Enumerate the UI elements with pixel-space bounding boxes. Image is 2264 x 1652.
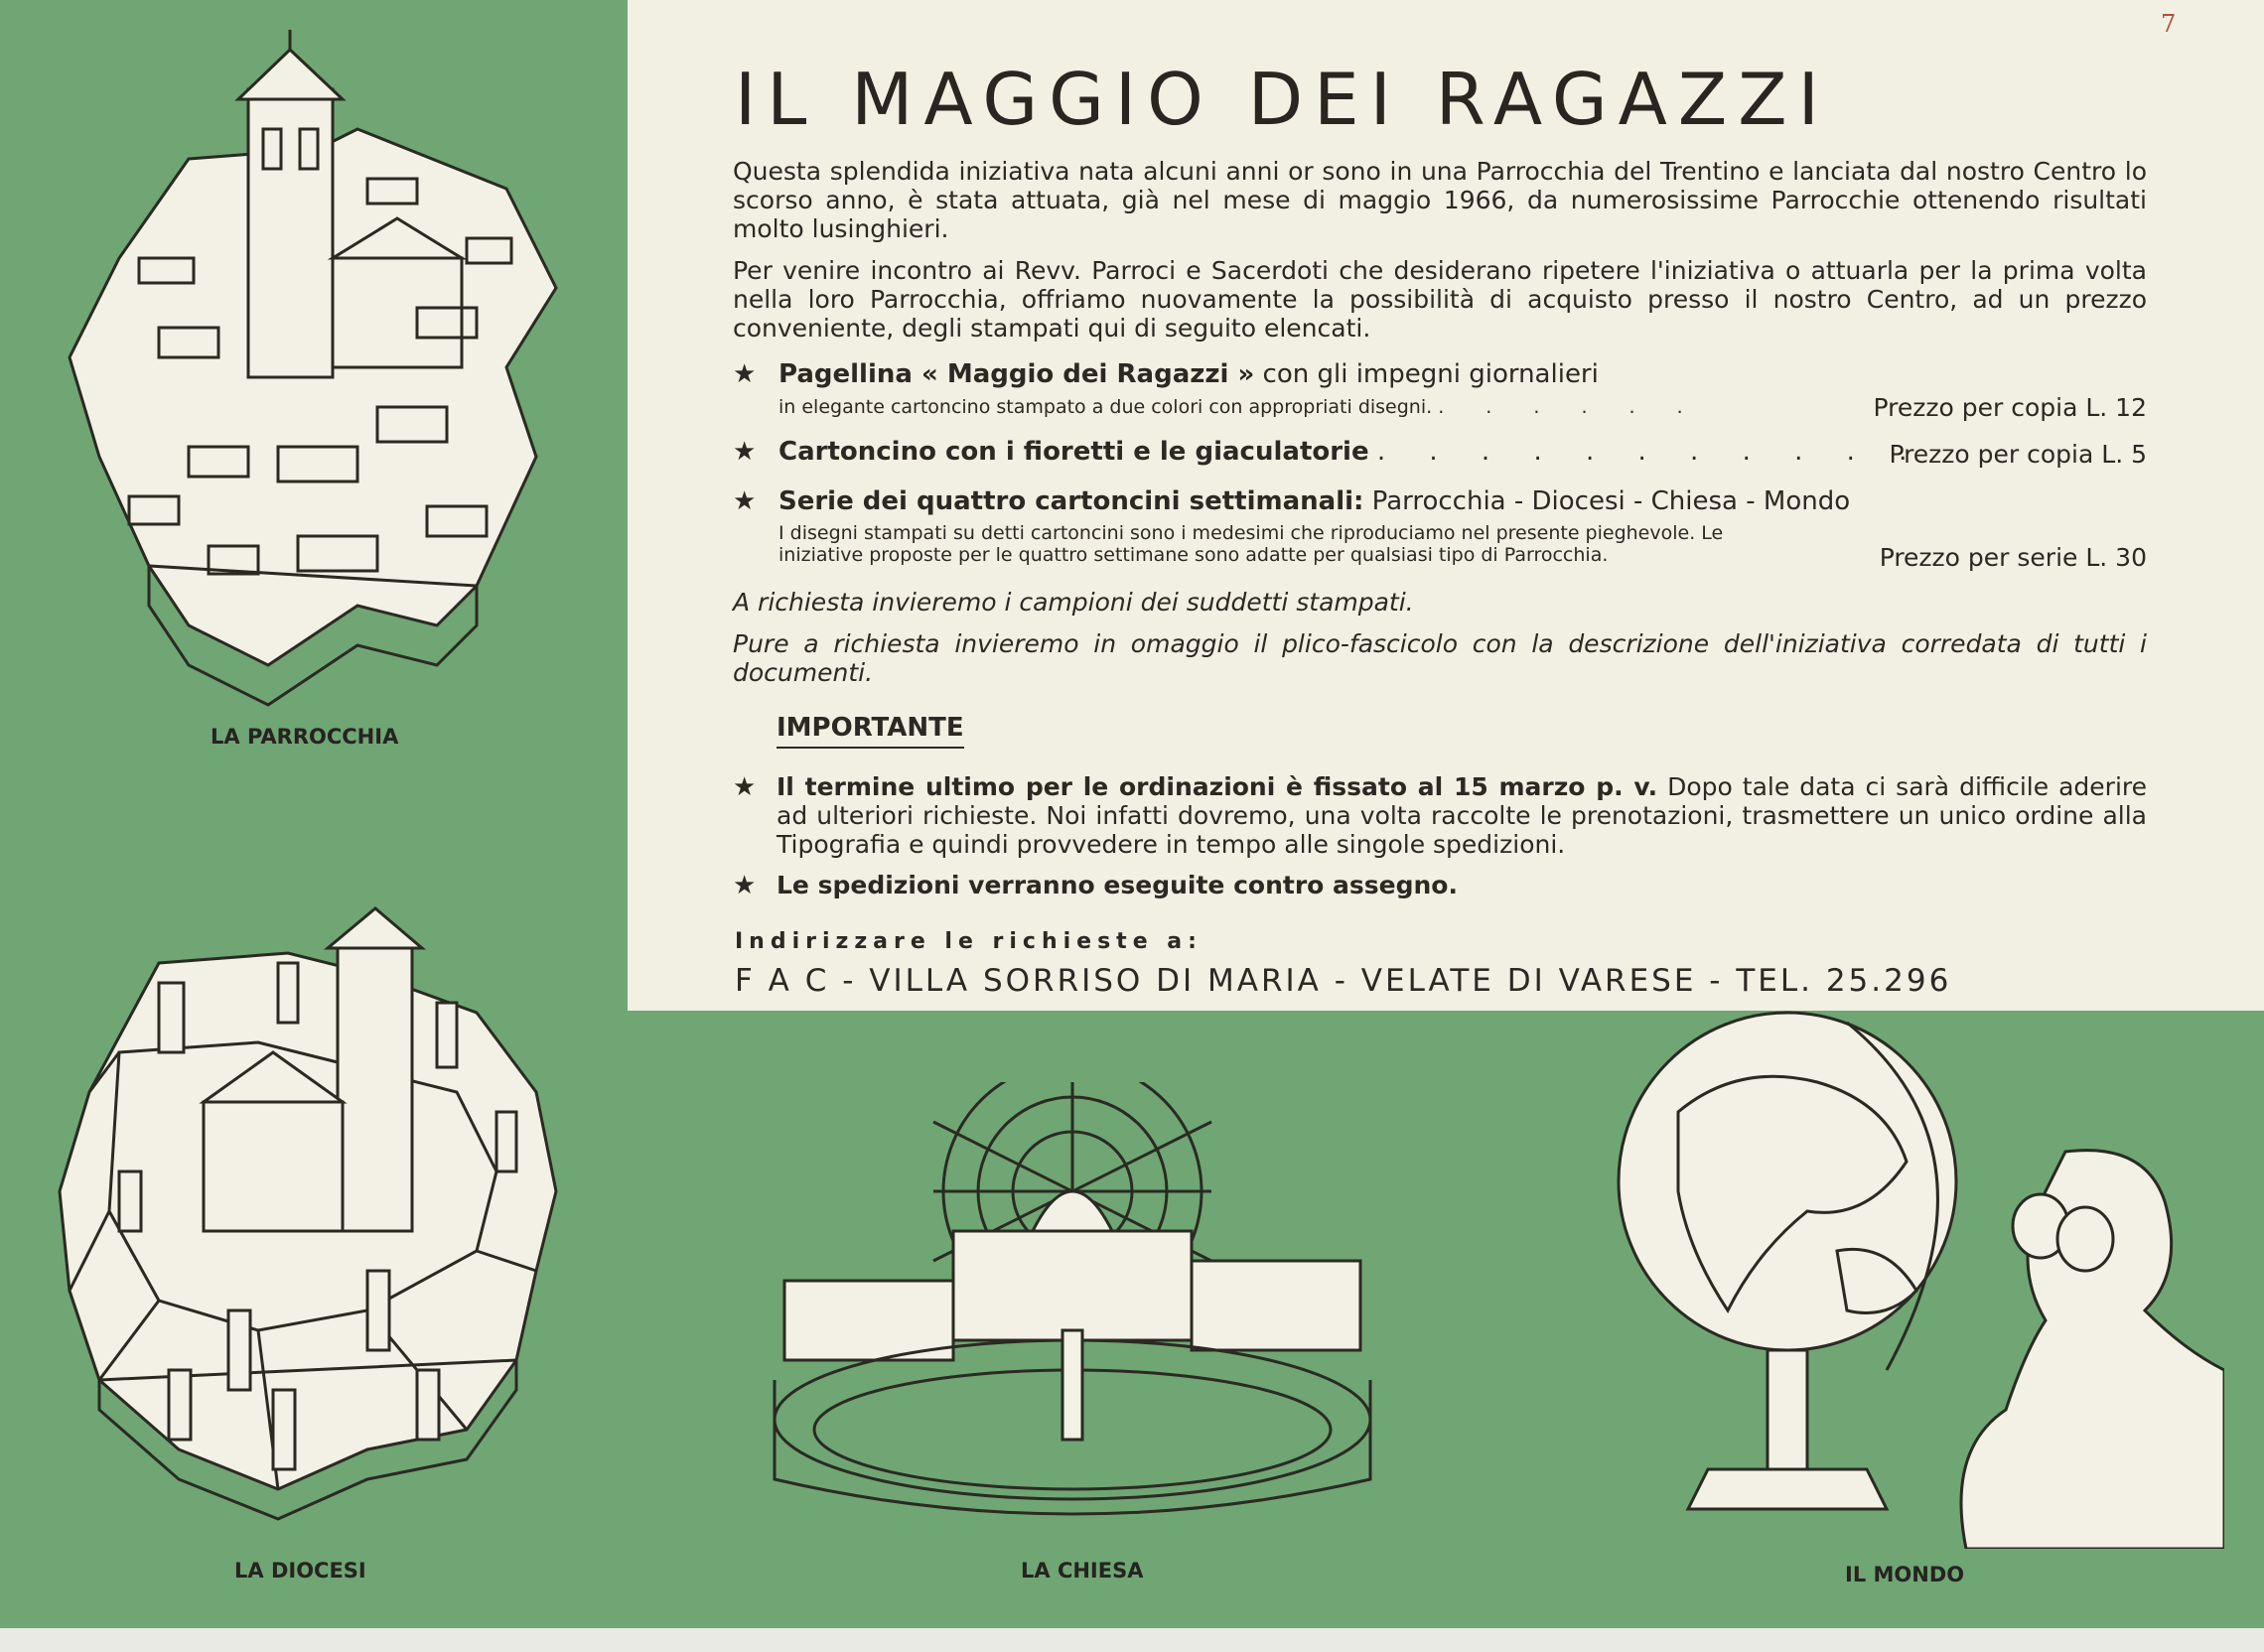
item-1-title: Pagellina « Maggio dei Ragazzi » bbox=[778, 359, 1255, 389]
samples-note: A richiesta invieremo i campioni dei suddetti stampati. bbox=[733, 588, 1414, 617]
star-bullet-icon: ★ bbox=[733, 871, 757, 900]
church-illustration bbox=[755, 1082, 1390, 1539]
item-1-desc: con gli impegni giornalieri bbox=[1254, 359, 1599, 389]
item-2-title: Cartoncino con i fioretti e le giaculatorie bbox=[778, 437, 1369, 467]
offer-paragraph: Per venire incontro ai Revv. Parroci e Sacerdoti che desiderano ripetere l'iniziativa o attuarla per la prima volta nella loro Parrocchia, offriamo nuovamente la possibilità di acquisto presso il nostro Centro, ad un prezzo conveniente, degli stampati qui di seguito elencati. bbox=[733, 256, 2147, 343]
dot-leader: . . . . . . . . . . . bbox=[1376, 437, 1925, 467]
item-2 bbox=[778, 437, 1924, 467]
globe-illustration bbox=[1589, 993, 2224, 1549]
item-3-sub: I disegni stampati su detti cartoncini sono i medesimi che riproduciamo nel presente pieghevole. Le iniziative proposte per le quattro settimane sono adatte per qualsiasi tipo di Parrocchia. bbox=[778, 522, 1724, 566]
item-3 bbox=[778, 486, 1850, 516]
page-number: 7 bbox=[2161, 10, 2177, 38]
dot-leader: . . . . . . bbox=[1438, 396, 1701, 418]
item-3-title: Serie dei quattro cartoncini settimanali: bbox=[778, 486, 1364, 516]
address-label: Indirizzare le richieste a: bbox=[735, 929, 1203, 954]
important-heading: IMPORTANTE bbox=[777, 713, 964, 749]
star-bullet-icon: ★ bbox=[733, 772, 757, 802]
item-3-price: Prezzo per serie L. 30 bbox=[1879, 543, 2147, 572]
caption-chiesa: LA CHIESA bbox=[1021, 1559, 1144, 1583]
item-3-desc: Parrocchia - Diocesi - Chiesa - Mondo bbox=[1363, 486, 1851, 516]
star-bullet-icon: ★ bbox=[733, 486, 757, 516]
notice-1-text: Dopo tale data ci sarà difficile aderire ad ulteriori richieste. Noi infatti dovremo, una volta raccolte le prenotazioni, trasmettere un unico ordine alla Tipografia e quindi provvedere in tempo alle singole spedizioni. bbox=[777, 772, 2147, 859]
address: F A C - VILLA SORRISO DI MARIA - VELATE DI VARESE - TEL. 25.296 bbox=[735, 963, 1952, 999]
intro-paragraph: Questa splendida iniziativa nata alcuni anni or sono in una Parrocchia del Trentino e lanciata dal nostro Centro lo scorso anno, è stata attuata, già nel mese di maggio 1966, da numerosissime Parrocchie ottenendo risultati molto lusinghieri. bbox=[733, 157, 2147, 243]
item-1-sub bbox=[778, 396, 1701, 418]
star-bullet-icon: ★ bbox=[733, 359, 757, 389]
notice-2 bbox=[777, 871, 2147, 899]
caption-parrocchia: LA PARROCCHIA bbox=[211, 725, 399, 749]
item-1-sub-text: in elegante cartoncino stampato a due colori con appropriati disegni. bbox=[778, 396, 1433, 418]
diocese-illustration bbox=[40, 894, 596, 1529]
notice-2-bold: Le spedizioni verranno eseguite contro assegno. bbox=[777, 871, 1458, 899]
notice-1 bbox=[777, 772, 2147, 859]
notice-1-bold: Il termine ultimo per le ordinazioni è fissato al 15 marzo p. v. bbox=[777, 772, 1658, 801]
star-bullet-icon: ★ bbox=[733, 437, 757, 467]
page-title: IL MAGGIO DEI RAGAZZI bbox=[735, 58, 1830, 141]
item-2-price: Prezzo per copia L. 5 bbox=[1889, 440, 2147, 469]
item-1-price: Prezzo per copia L. 12 bbox=[1873, 393, 2147, 422]
item-1 bbox=[778, 359, 1599, 389]
parish-illustration bbox=[40, 30, 596, 745]
caption-diocesi: LA DIOCESI bbox=[234, 1559, 366, 1583]
gift-note: Pure a richiesta invieremo in omaggio il plico-fascicolo con la descrizione dell'iniziativa corredata di tutti i documenti. bbox=[733, 629, 2147, 687]
caption-mondo: IL MONDO bbox=[1845, 1563, 1965, 1586]
